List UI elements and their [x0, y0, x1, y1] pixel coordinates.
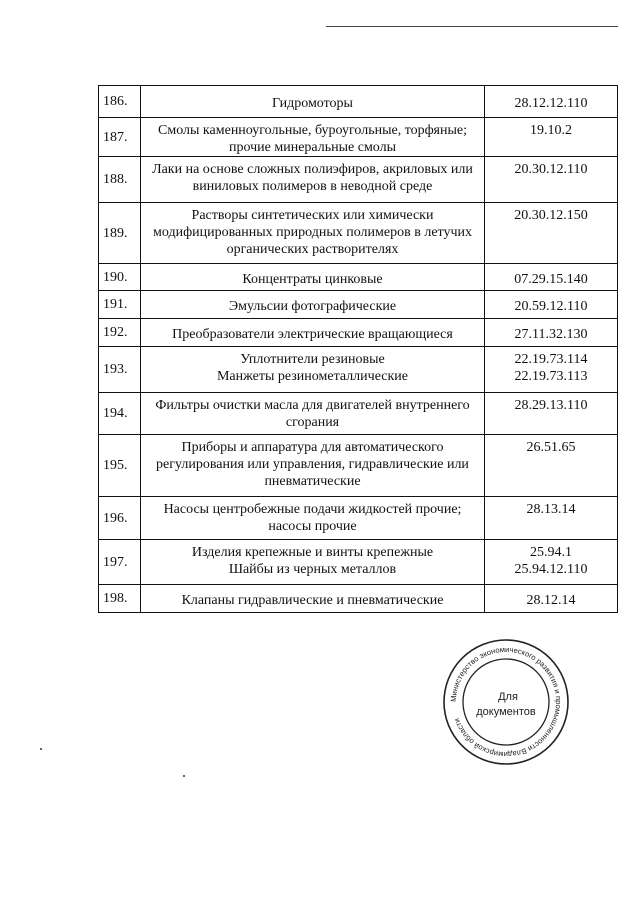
row-number: 195.	[99, 435, 141, 497]
product-name-line: Гидромоторы	[272, 96, 353, 111]
table-row	[99, 118, 618, 157]
product-name	[141, 118, 485, 157]
product-name-line: органических растворителях	[226, 242, 399, 257]
official-stamp	[442, 638, 570, 766]
row-number: 194.	[99, 393, 141, 435]
table-row	[99, 264, 618, 291]
product-name	[141, 347, 485, 393]
okpd-code-line: 25.94.1	[530, 545, 572, 560]
table-row	[99, 291, 618, 319]
okpd-code-line: 19.10.2	[530, 123, 572, 138]
row-number: 198.	[99, 585, 141, 613]
okpd-code-line: 28.13.14	[526, 502, 576, 517]
product-name-line: Уплотнители резиновые	[240, 352, 385, 367]
table-row	[99, 86, 618, 118]
okpd-code-line: 25.94.12.110	[514, 562, 588, 577]
okpd-code	[485, 540, 618, 585]
product-name-line: сгорания	[285, 415, 340, 430]
okpd-code	[485, 393, 618, 435]
product-name-line: Лаки на основе сложных полиэфиров, акриловых или	[152, 162, 473, 177]
product-name	[141, 497, 485, 540]
table-row	[99, 585, 618, 613]
row-number: 196.	[99, 497, 141, 540]
okpd-code-line: 20.30.12.110	[514, 162, 588, 177]
okpd-code-line: 20.59.12.110	[514, 299, 588, 314]
product-name-line: Фильтры очистки масла для двигателей внутреннего	[155, 398, 470, 413]
row-number: 190.	[99, 264, 141, 291]
product-name	[141, 319, 485, 347]
row-number: 192.	[99, 319, 141, 347]
product-name	[141, 157, 485, 203]
scan-speck	[40, 748, 42, 750]
okpd-code	[485, 157, 618, 203]
product-name	[141, 540, 485, 585]
product-name	[141, 203, 485, 264]
okpd-code	[485, 264, 618, 291]
product-name-line: насосы прочие	[268, 519, 357, 534]
okpd-code	[485, 319, 618, 347]
table-row	[99, 540, 618, 585]
row-number: 186.	[99, 86, 141, 118]
product-name-line: Эмульсии фотографические	[228, 299, 397, 314]
table-row	[99, 347, 618, 393]
product-name-line: Насосы центробежные подачи жидкостей прочие;	[163, 502, 462, 517]
okpd-code-line: 22.19.73.114	[514, 352, 588, 367]
product-name-line: Шайбы из черных металлов	[228, 562, 397, 577]
product-name	[141, 86, 485, 118]
row-number: 191.	[99, 291, 141, 319]
row-number: 197.	[99, 540, 141, 585]
table-row	[99, 203, 618, 264]
row-number: 188.	[99, 157, 141, 203]
okpd-code	[485, 435, 618, 497]
product-name-line: Растворы синтетических или химически	[191, 208, 434, 223]
product-name-line: Манжеты резинометаллические	[216, 369, 408, 384]
okpd-code-line: 28.12.12.110	[514, 96, 588, 111]
table-row	[99, 435, 618, 497]
okpd-code-line: 28.29.13.110	[514, 398, 588, 413]
table-row	[99, 157, 618, 203]
okpd-code	[485, 203, 618, 264]
product-name	[141, 585, 485, 613]
product-name-line: регулирования или управления, гидравлические или	[156, 457, 469, 472]
okpd-code	[485, 118, 618, 157]
product-name-line: виниловых полимеров в неводной среде	[192, 179, 433, 194]
okpd-code-line: 22.19.73.113	[514, 369, 588, 384]
product-name-line: прочие минеральные смолы	[228, 140, 397, 155]
stamp-center-line-1: Для	[498, 691, 518, 703]
product-name	[141, 291, 485, 319]
items-table	[98, 85, 618, 613]
product-name	[141, 435, 485, 497]
okpd-code	[485, 347, 618, 393]
product-name-line: Приборы и аппаратура для автоматического	[181, 440, 444, 455]
items-table-body	[99, 86, 618, 613]
stamp-center-line-2: документов	[476, 706, 536, 718]
table-row	[99, 319, 618, 347]
okpd-code-line: 20.30.12.150	[514, 208, 588, 223]
okpd-code-line: 27.11.32.130	[514, 327, 588, 342]
product-name-line: Преобразователи электрические вращающиеся	[172, 327, 453, 342]
okpd-code	[485, 291, 618, 319]
product-name-line: модифицированных природных полимеров в летучих	[153, 225, 472, 240]
product-name-line: Концентраты цинковые	[242, 271, 383, 287]
okpd-code-line: 07.29.15.140	[514, 271, 588, 287]
product-name-line: пневматические	[264, 474, 361, 489]
top-rule	[326, 26, 618, 27]
okpd-code	[485, 585, 618, 613]
okpd-code-line: 28.12.14	[526, 593, 576, 608]
okpd-code	[485, 86, 618, 118]
row-number: 189.	[99, 203, 141, 264]
okpd-code	[485, 497, 618, 540]
okpd-code-line: 26.51.65	[526, 440, 576, 455]
product-name-line: Изделия крепежные и винты крепежные	[191, 545, 434, 560]
product-name-line: Клапаны гидравлические и пневматические	[181, 593, 444, 608]
table-row	[99, 393, 618, 435]
stamp-ring-textpath: Министерство экономического развития и промышленности Владимирской области	[448, 644, 564, 760]
scan-speck	[183, 775, 185, 777]
product-name-line: Смолы каменноугольные, буроугольные, торфяные;	[158, 123, 467, 138]
row-number: 187.	[99, 118, 141, 157]
row-number: 193.	[99, 347, 141, 393]
table-row	[99, 497, 618, 540]
product-name	[141, 264, 485, 291]
product-name	[141, 393, 485, 435]
